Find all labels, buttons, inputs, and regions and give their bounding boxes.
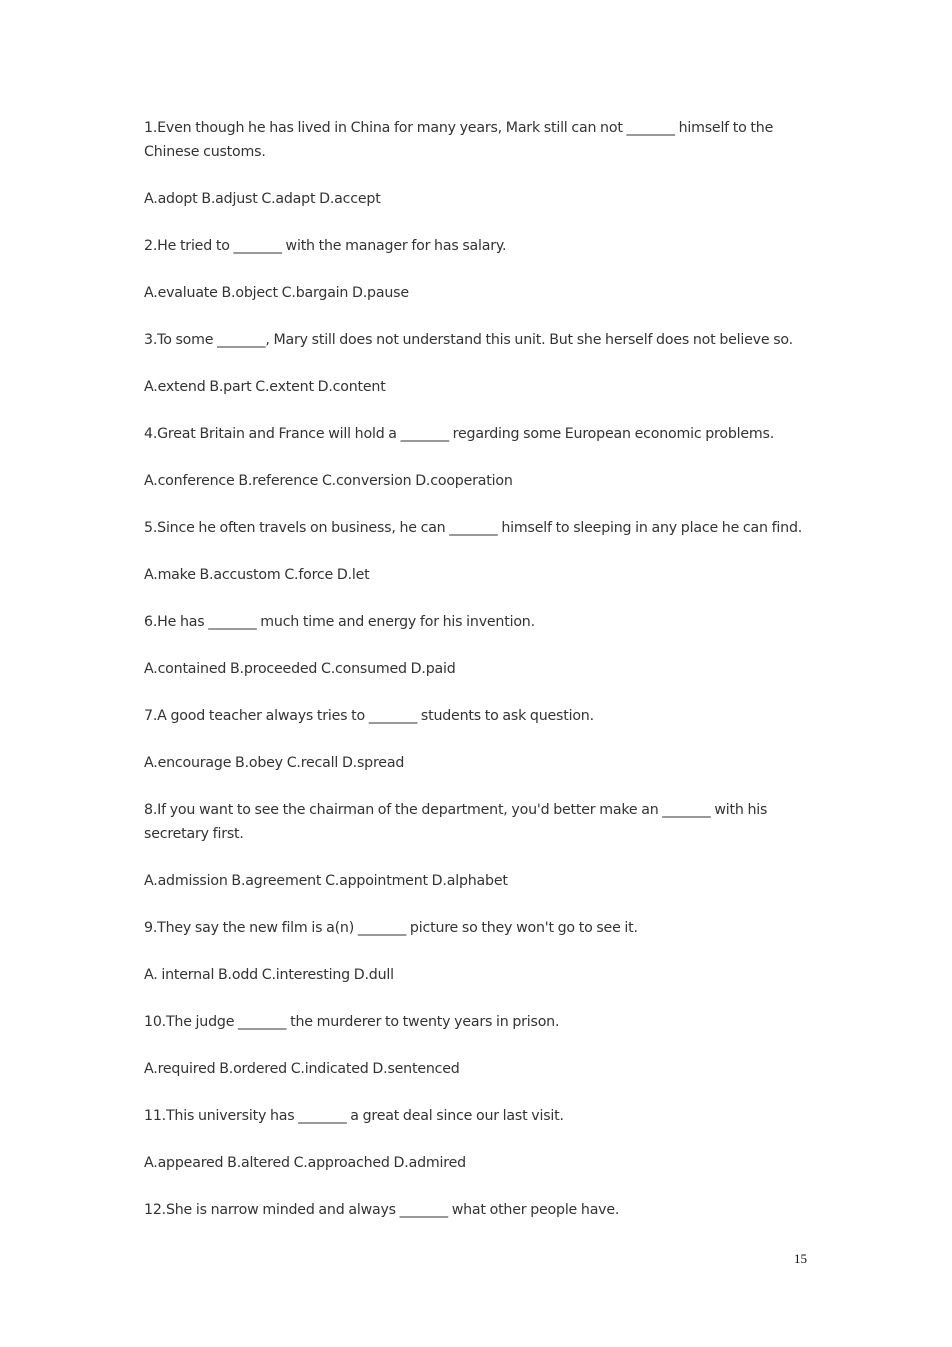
question-8-options: A.admission B.agreement C.appointment D.alphabet <box>144 873 508 889</box>
question-11-options: A.appeared B.altered C.approached D.admired <box>144 1155 466 1171</box>
question-5: 5.Since he often travels on business, he can _______ himself to sleeping in any place he can find. <box>144 520 803 536</box>
question-4: 4.Great Britain and France will hold a _______ regarding some European economic problems. <box>144 426 775 442</box>
question-1-options: A.adopt B.adjust C.adapt D.accept <box>144 191 381 207</box>
question-5-options: A.make B.accustom C.force D.let <box>144 567 370 583</box>
page-number: 15 <box>794 1251 807 1266</box>
question-2-options: A.evaluate B.object C.bargain D.pause <box>144 285 409 301</box>
question-1: 1.Even though he has lived in China for many years, Mark still can not _______ himself to the Chinese customs. <box>144 120 777 160</box>
question-10: 10.The judge _______ the murderer to twenty years in prison. <box>144 1014 560 1030</box>
question-4-options: A.conference B.reference C.conversion D.cooperation <box>144 473 513 489</box>
question-8: 8.If you want to see the chairman of the department, you'd better make an _______ with his secretary first. <box>144 802 772 842</box>
question-2: 2.He tried to _______ with the manager for has salary. <box>144 238 507 254</box>
question-9: 9.They say the new film is a(n) _______ picture so they won't go to see it. <box>144 920 638 936</box>
question-6-options: A.contained B.proceeded C.consumed D.paid <box>144 661 456 677</box>
question-6: 6.He has _______ much time and energy for his invention. <box>144 614 535 630</box>
question-11: 11.This university has _______ a great deal since our last visit. <box>144 1108 564 1124</box>
question-list <box>144 116 812 1245</box>
question-10-options: A.required B.ordered C.indicated D.sentenced <box>144 1061 460 1077</box>
question-3-options: A.extend B.part C.extent D.content <box>144 379 386 395</box>
question-7-options: A.encourage B.obey C.recall D.spread <box>144 755 405 771</box>
question-7: 7.A good teacher always tries to _______ students to ask question. <box>144 708 594 724</box>
question-12: 12.She is narrow minded and always _______ what other people have. <box>144 1202 620 1218</box>
question-9-options: A. internal B.odd C.interesting D.dull <box>144 967 394 983</box>
question-3: 3.To some _______, Mary still does not understand this unit. But she herself does not believe so. <box>144 332 793 348</box>
